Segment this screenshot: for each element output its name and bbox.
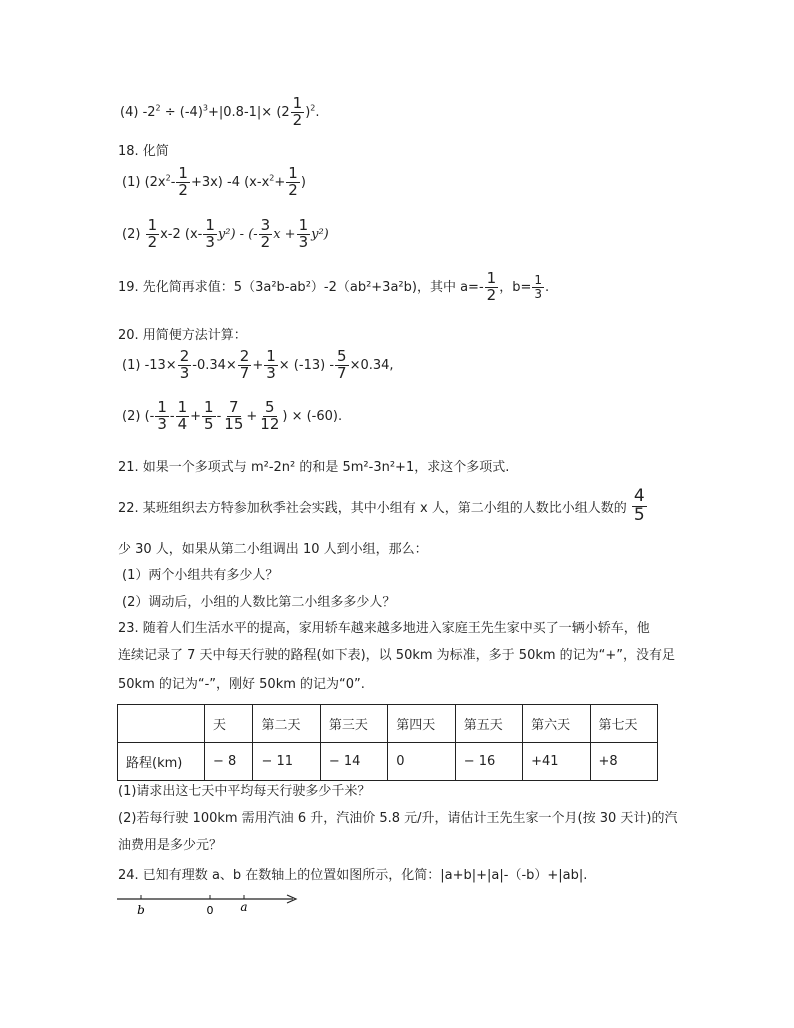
table-cell: − 11 [253, 743, 320, 781]
q23-sub1: (1)请求出这七天中平均每天行驶多少千米？ [118, 784, 371, 799]
q23-sub2-line1: (2)若每行驶 100km 需用汽油 6 升，汽油价 5.8 元/升，请估计王先生家一个月(按 30 天计)的汽 [118, 811, 678, 826]
table-cell [118, 705, 205, 743]
q23-sub2-line2: 油费用是多少元？ [118, 838, 223, 853]
q20-part2: (2) (- $\frac{1}{3}$ - $\frac{1}{4}$ + $\frac{1}{5}$ - $\frac{7}{15}$ + $\frac{5}{12}$ ) × (-60). [122, 398, 343, 433]
fraction-one-half: $\frac{1}{2}$ [292, 94, 303, 129]
q22-sub1: (1）两个小组共有多少人？ [122, 568, 279, 583]
q22-sub2: (2）调动后，小组的人数比第二小组多多少人？ [122, 595, 396, 610]
q23-line3: 50km 的记为“-”，刚好 50km 的记为“0”. [118, 677, 365, 692]
q18-part1: (1) ($2x^2-$ $\frac{1}{2}$ +3x) -4 ($x-x^2+$ $\frac{1}{2}$ ) [122, 164, 306, 199]
label-zero: 0 [206, 904, 214, 917]
row-label: 路程(km) [118, 743, 205, 781]
table-cell: 第三天 [320, 705, 387, 743]
q22-line1: 22. 某班组织去方特参加秋季社会实践，其中小组有 x 人，第二小组的人数比小组人数的 $\frac{4}{5}$ [118, 486, 645, 525]
q24: 24. 已知有理数 a、b 在数轴上的位置如图所示，化简：|a+b|+|a|-（-b）+|ab|. [118, 868, 588, 883]
table-cell: 第七天 [590, 705, 657, 743]
number-line [117, 887, 302, 919]
table-cell: 第六天 [523, 705, 590, 743]
q20-title: 20. 用简便方法计算： [118, 328, 247, 343]
q19: 19. 先化简再求值：5（3a²b-ab²）-2（ab²+3a²b)，其中 a=- $\frac{1}{2}$ ，b= $\frac{1}{3}$ . [118, 269, 550, 304]
label-b: b [137, 903, 145, 917]
fraction-four-fifths: $\frac{4}{5}$ [633, 486, 645, 525]
table-cell: 0 [388, 743, 455, 781]
table-cell: − 8 [205, 743, 253, 781]
table-row [118, 743, 658, 781]
table-cell: 天 [205, 705, 253, 743]
q18-part2: (2) $\frac{1}{2}$ x-2 (x- $\frac{1}{3}$ y²) - (- $\frac{3}{2}$ x + $\frac{1}{3}$ y²) [122, 216, 329, 251]
table-cell: 第四天 [388, 705, 455, 743]
table-cell: 第二天 [253, 705, 320, 743]
table-cell: − 16 [455, 743, 522, 781]
q21: 21. 如果一个多项式与 m²-2n² 的和是 5m²-3n²+1，求这个多项式. [118, 460, 510, 475]
q17-part4: (4) $-2^2 \div (-4)^3+|0.8-1|\times (2$ $\frac{1}{2}$ )$^2$. [120, 94, 320, 129]
q18-title: 18. 化简 [118, 144, 169, 159]
q23-line1: 23. 随着人们生活水平的提高，家用轿车越来越多地进入家庭王先生家中买了一辆小轿车，他 [118, 621, 650, 636]
q22-line2: 少 30 人，如果从第二小组调出 10 人到小组，那么： [118, 542, 428, 557]
q23-line2: 连续记录了 7 天中每天行驶的路程(如下表)，以 50km 为标准，多于 50km 的记为“+”，没有足 [118, 648, 676, 663]
table-cell: − 14 [320, 743, 387, 781]
mileage-table [117, 704, 658, 781]
table-cell: +8 [590, 743, 657, 781]
q20-part1: (1) -13× $\frac{2}{3}$ -0.34× $\frac{2}{7}$ + $\frac{1}{3}$ × (-13) - $\frac{5}{7}$ ×0.34, [122, 347, 394, 382]
table-header-row [118, 705, 658, 743]
table-cell: +41 [523, 743, 590, 781]
table-cell: 第五天 [455, 705, 522, 743]
label-a: a [240, 900, 248, 914]
